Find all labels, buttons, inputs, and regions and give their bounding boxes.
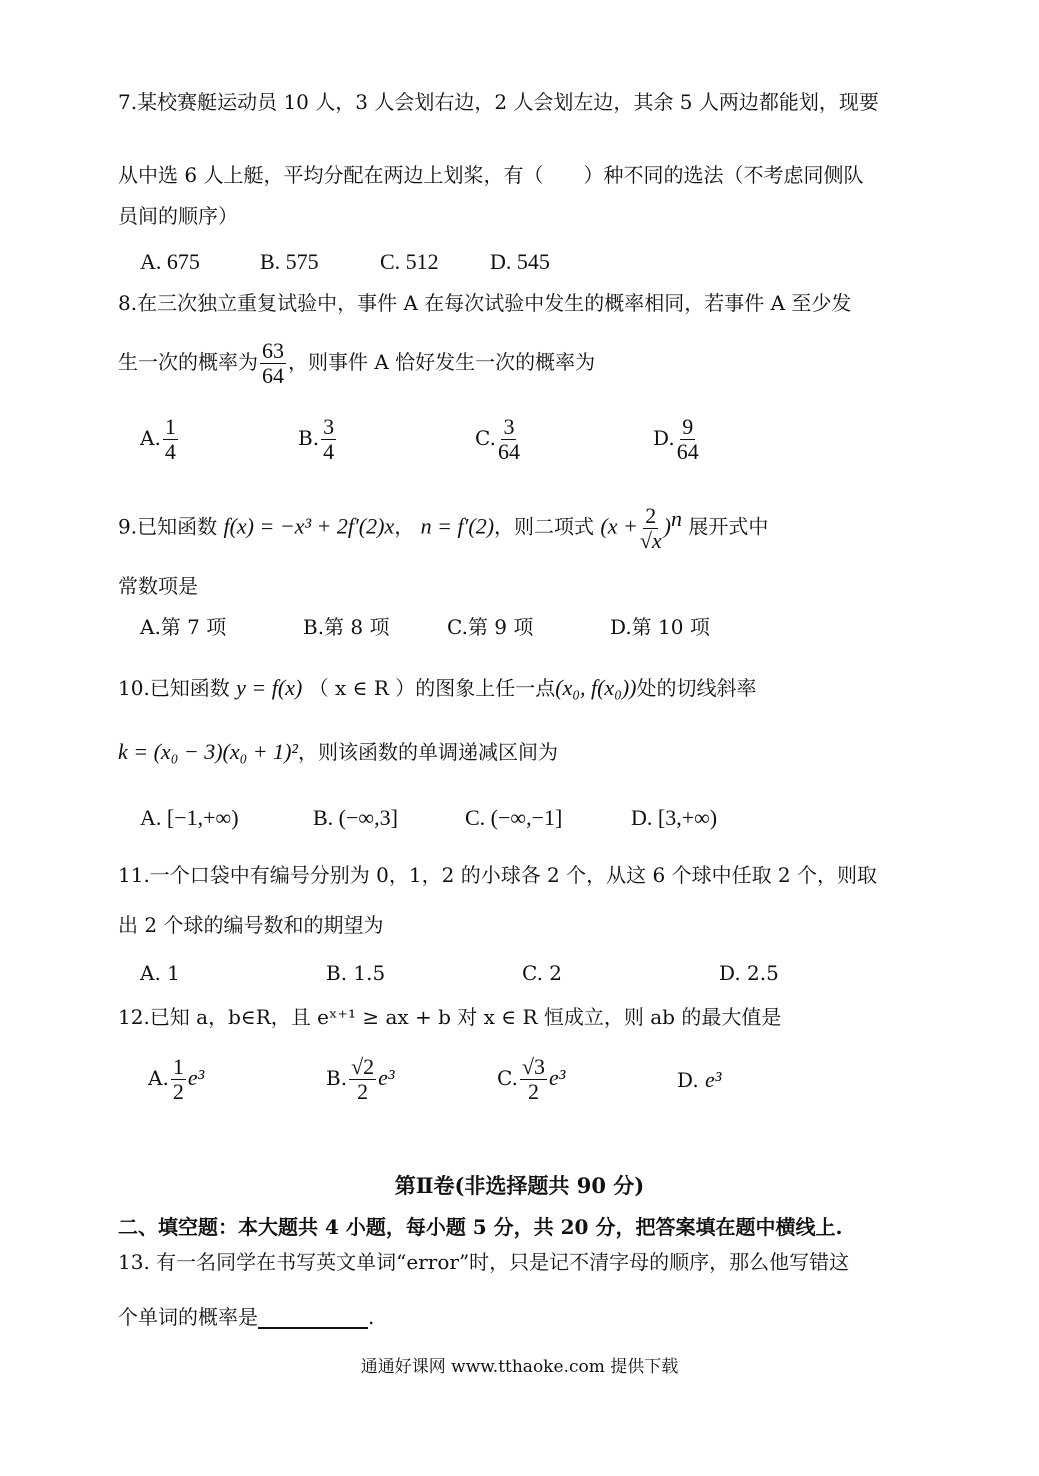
option-label: A.: [140, 426, 161, 450]
fraction-numerator: √2: [351, 1054, 375, 1079]
option-label: B.: [326, 1066, 348, 1090]
option-tail: e³: [187, 1065, 205, 1090]
fraction-numerator: √3: [521, 1054, 546, 1079]
q10-line1: [118, 676, 757, 700]
q10-condition: （ x ∈ R ）: [308, 676, 416, 700]
q11-line1: 11.一个口袋中有编号分别为 0，1，2 的小球各 2 个，从这 6 个球中任取 2 个，则取: [118, 863, 878, 887]
q12-line1: 12.已知 a，b∈R，且 eˣ⁺¹ ≥ ax + b 对 x ∈ R 恒成立，则 ab 的最大值是: [118, 1005, 782, 1029]
option-fraction: [171, 1055, 186, 1104]
q13-end: .: [368, 1305, 375, 1329]
q9-binom-right: ): [663, 513, 671, 539]
fraction-numerator: 9: [682, 414, 694, 439]
q12-option-a: [148, 1055, 204, 1104]
fraction-denominator: 2: [357, 1079, 369, 1104]
fraction-denominator: 4: [164, 439, 176, 464]
q9-option-a: A.第 7 项: [140, 615, 227, 639]
fraction-denominator: 64: [262, 363, 284, 388]
fraction-numerator: 1: [172, 1054, 184, 1079]
fraction-numerator: 1: [164, 414, 176, 439]
option-fraction: [520, 1055, 547, 1104]
q11-option-d: D. 2.5: [719, 961, 779, 985]
q11-option-c: C. 2: [522, 961, 563, 985]
fraction-denominator: 2: [172, 1079, 184, 1104]
option-fraction: [677, 415, 699, 464]
q9-line2: 常数项是: [118, 574, 198, 598]
fraction-numerator: 3: [323, 414, 335, 439]
q9-line1: [118, 494, 768, 553]
q7-option-a: A. 675: [140, 249, 200, 274]
fraction-denominator: √x: [639, 527, 662, 553]
q9-post: 展开式中: [688, 514, 769, 539]
q9-mid: ，则二项式: [494, 514, 595, 539]
q11-option-a: A. 1: [140, 961, 180, 985]
q9-sep: ，: [394, 514, 415, 539]
section2-title: 二、填空题：本大题共 4 小题，每小题 5 分，共 20 分，把答案填在题中横线上.: [118, 1215, 843, 1239]
q8-line1: 8.在三次独立重复试验中，事件 A 在每次试验中发生的概率相同，若事件 A 至少发: [118, 291, 852, 315]
option-label: B.: [298, 426, 320, 450]
q10-slope-expression: k = (x₀ − 3)(x₀ + 1)²: [118, 739, 299, 764]
option-label: C.: [475, 426, 496, 450]
q10-mid: 的图象上任一点: [415, 676, 556, 700]
q9-binom-left: (x +: [600, 513, 638, 539]
footer: 通通好课网 www.tthaoke.com 提供下载: [360, 1357, 679, 1377]
q10-line2-post: ，则该函数的单调递减区间为: [298, 740, 559, 764]
q10-pre: 10.已知函数: [118, 676, 230, 700]
fraction-denominator: 64: [676, 439, 699, 464]
q8-fraction: [260, 339, 286, 388]
q12-option-b: [326, 1055, 395, 1104]
option-fraction: [349, 1055, 376, 1104]
part2-title: 第Ⅱ卷(非选择题共 90 分): [394, 1173, 645, 1198]
q9-binom-exponent: n: [671, 506, 682, 531]
q9-option-c: C.第 9 项: [447, 615, 534, 639]
q8-option-b: [298, 415, 338, 464]
q8-option-c: [475, 415, 522, 464]
option-label: C.: [497, 1066, 518, 1090]
q10-option-a: A. [−1,+∞): [140, 805, 239, 830]
q10-option-c: C. (−∞,−1]: [465, 805, 563, 830]
option-fraction: [321, 415, 336, 464]
q7-option-c: C. 512: [380, 249, 439, 274]
option-fraction: [163, 415, 178, 464]
fraction-denominator: 2: [527, 1079, 539, 1104]
option-tail: e³: [705, 1067, 722, 1092]
q11-line2: 出 2 个球的编号数和的期望为: [118, 913, 384, 937]
q9-function: f(x) = −x³ + 2f′(2)x: [223, 513, 395, 539]
answer-blank: [258, 1307, 368, 1329]
q10-function: y = f(x): [236, 675, 303, 700]
q9-option-d: D.第 10 项: [610, 615, 710, 639]
q7-line1: 7.某校赛艇运动员 10 人，3 人会划右边，2 人会划左边，其余 5 人两边都能划，现要: [118, 90, 879, 114]
q8-line2-post: ，则事件 A 恰好发生一次的概率为: [288, 350, 596, 374]
q8-option-d: [653, 415, 701, 464]
fraction-numerator: 3: [503, 414, 515, 439]
q8-line2-pre: 生一次的概率为: [118, 350, 258, 374]
q7-line2: 从中选 6 人上艇，平均分配在两边上划桨，有（ ）种不同的选法（不考虑同侧队: [118, 163, 864, 187]
q8-option-a: [140, 415, 180, 464]
q10-point: (x₀, f(x₀)): [555, 675, 637, 700]
q8-line2: [118, 337, 595, 388]
q7-option-b: B. 575: [260, 249, 319, 274]
option-label: A.: [148, 1066, 169, 1090]
q9-option-b: B.第 8 项: [303, 615, 390, 639]
fraction-numerator: 63: [262, 338, 284, 363]
q9-n-definition: n = f′(2): [420, 513, 495, 539]
q9-binom-fraction: [640, 504, 662, 553]
option-fraction: [498, 415, 520, 464]
q10-option-d: D. [3,+∞): [631, 805, 718, 830]
q12-option-d: [677, 1068, 721, 1092]
q11-option-b: B. 1.5: [326, 961, 386, 985]
q10-option-b: B. (−∞,3]: [313, 805, 398, 830]
option-tail: e³: [378, 1065, 395, 1090]
q10-line2: [118, 740, 558, 764]
q10-post: 处的切线斜率: [636, 676, 757, 700]
option-label: D.: [677, 1068, 699, 1092]
fraction-denominator: 64: [497, 439, 520, 464]
option-label: D.: [653, 426, 675, 450]
fraction-denominator: 4: [323, 439, 335, 464]
q12-option-c: [497, 1055, 565, 1104]
q7-line3: 员间的顺序）: [118, 204, 238, 228]
fraction-numerator: 2: [645, 502, 657, 528]
q9-pre: 9.已知函数: [118, 514, 218, 539]
q7-option-d: D. 545: [490, 249, 550, 274]
option-tail: e³: [549, 1065, 566, 1090]
q13-line2-text: 个单词的概率是: [118, 1305, 258, 1329]
q13-line2: [118, 1305, 374, 1329]
q13-line1: 13. 有一名同学在书写英文单词“error”时，只是记不清字母的顺序，那么他写错这: [118, 1250, 850, 1274]
